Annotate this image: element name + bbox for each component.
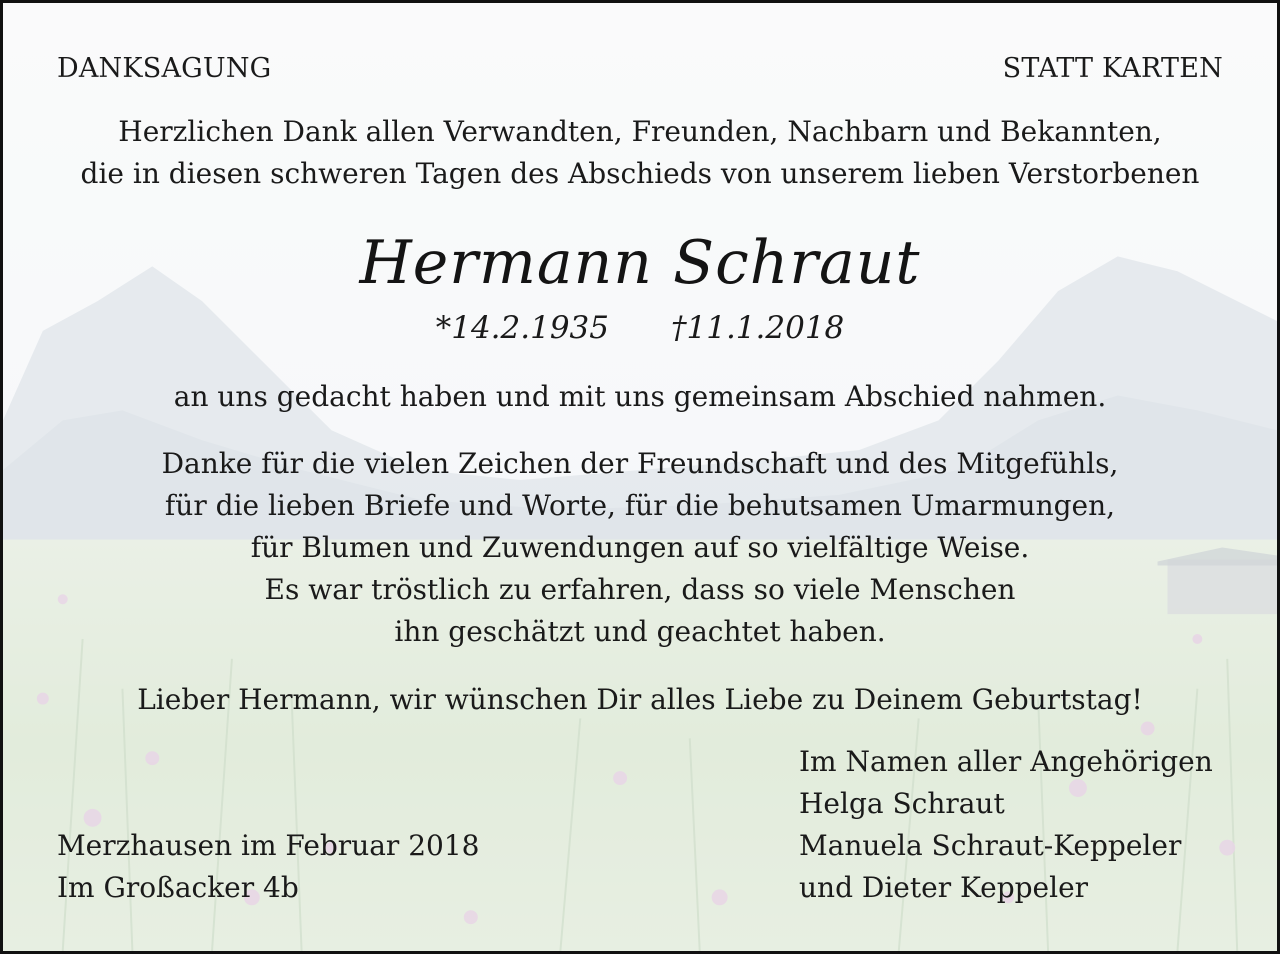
after-name-line: an uns gedacht haben und mit uns gemeinsam Abschied nahmen. <box>173 380 1107 413</box>
signature-block <box>799 741 1213 909</box>
place-line: Merzhausen im Februar 2018 <box>57 829 480 862</box>
intro-text <box>3 111 1277 195</box>
signature-line: Helga Schraut <box>799 787 1005 820</box>
header-left-label: DANKSAGUNG <box>57 53 272 84</box>
signature-line: Im Namen aller Angehörigen <box>799 745 1213 778</box>
place-date-block <box>57 825 479 909</box>
after-name-text <box>3 376 1277 418</box>
birth-date: *14.2.1935 <box>435 310 609 346</box>
life-dates <box>3 303 1277 353</box>
birthday-wish <box>3 679 1277 721</box>
signature-line: Manuela Schraut-Keppeler <box>799 829 1182 862</box>
thanks-line: für Blumen und Zuwendungen auf so vielfältige Weise. <box>250 531 1030 564</box>
intro-line: die in diesen schweren Tagen des Abschieds von unserem lieben Verstorbenen <box>80 157 1200 190</box>
header-right-label: STATT KARTEN <box>1002 53 1223 84</box>
death-date: †11.1.2018 <box>671 310 845 346</box>
deceased-name: Hermann Schraut <box>359 228 921 298</box>
thanks-line: ihn geschätzt und geachtet haben. <box>394 615 886 648</box>
signature-line: und Dieter Keppeler <box>799 871 1089 904</box>
birthday-line: Lieber Hermann, wir wünschen Dir alles Liebe zu Deinem Geburtstag! <box>137 683 1143 716</box>
thanks-line: für die lieben Briefe und Worte, für die behutsamen Umarmungen, <box>164 489 1116 522</box>
thanks-paragraph <box>3 443 1277 653</box>
thanks-line: Es war tröstlich zu erfahren, dass so viele Menschen <box>264 573 1016 606</box>
thanks-line: Danke für die vielen Zeichen der Freundschaft und des Mitgefühls, <box>161 447 1119 480</box>
intro-line: Herzlichen Dank allen Verwandten, Freunden, Nachbarn und Bekannten, <box>118 115 1162 148</box>
obituary-content <box>3 3 1277 951</box>
address-line: Im Großacker 4b <box>57 871 299 904</box>
